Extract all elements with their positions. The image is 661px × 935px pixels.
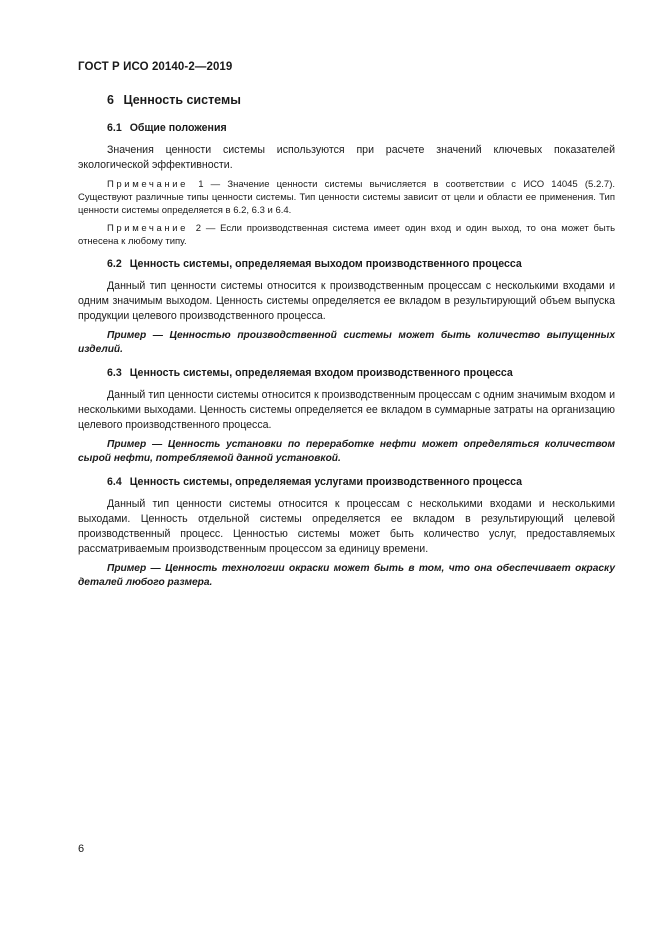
subsection-title-text: Ценность системы, определяемая услугами производственного процесса bbox=[129, 476, 523, 488]
subsection-title-6-4 bbox=[107, 475, 615, 489]
note-text: — Значение ценности системы вычисляется в соответствии с ИСО 14045 (5.2.7). Существуют различные типы ценности системы. Тип ценности системы зависит от цели и области ее применения. Тип ценности системы определяется в 6.2, 6.3 и 6.4. bbox=[78, 179, 615, 216]
page-number: 6 bbox=[78, 843, 85, 855]
section-number: 6 bbox=[107, 93, 114, 107]
paragraph-6-1: Значения ценности системы используются при расчете значений ключевых показателей экологической эффективности. bbox=[78, 144, 615, 171]
subsection-title-6-1 bbox=[107, 121, 615, 135]
document-body bbox=[78, 92, 615, 590]
paragraph-6-2: Данный тип ценности системы относится к производственным процессам с несколькими входами и одним значимым выходом. Ценность системы определяется ее вкладом в результирующий объем выпуска продукции целевого производственного процесса. bbox=[78, 280, 615, 322]
note-text: — Если производственная система имеет один вход и один выход, то она может быть отнесена к любому типу. bbox=[78, 223, 616, 247]
note-label: Примечание bbox=[107, 179, 188, 190]
subsection-title-text: Ценность системы, определяемая выходом производственного процесса bbox=[129, 258, 522, 270]
note-2 bbox=[78, 222, 615, 248]
subsection-title-6-2 bbox=[107, 257, 615, 271]
example-6-3: Пример — Ценность установки по переработке нефти может определяться количеством сырой нефти, потребляемой данной установкой. bbox=[78, 439, 615, 464]
section-title bbox=[107, 92, 615, 108]
section-title-text: Ценность системы bbox=[123, 93, 241, 107]
subsection-number: 6.1 bbox=[107, 122, 122, 134]
note-1 bbox=[78, 178, 615, 217]
note-number: 1 bbox=[198, 179, 204, 190]
subsection-title-text: Ценность системы, определяемая входом производственного процесса bbox=[129, 367, 513, 379]
document-code-header: ГОСТ Р ИСО 20140-2—2019 bbox=[78, 61, 233, 73]
subsection-number: 6.4 bbox=[107, 476, 122, 488]
example-6-4: Пример — Ценность технологии окраски может быть в том, что она обеспечивает окраску деталей любого размера. bbox=[78, 563, 615, 588]
note-number: 2 bbox=[195, 223, 202, 234]
paragraph-6-4: Данный тип ценности системы относится к процессам с несколькими входами и несколькими выходами. Ценность отдельной системы определяется ее вкладом в результирующий целевой производственный процесс. Ценностью системы может быть количество услуг, предоставляемых рассматриваемым производственным процессом за единицу времени. bbox=[78, 498, 615, 555]
subsection-title-text: Общие положения bbox=[129, 122, 227, 134]
paragraph-6-3: Данный тип ценности системы относится к производственным процессам с одним значимым входом и несколькими выходами. Ценность системы определяется ее вкладом в суммарные затраты на организацию целевого производственного процесса. bbox=[78, 389, 615, 431]
subsection-number: 6.2 bbox=[107, 258, 122, 270]
subsection-title-6-3 bbox=[107, 366, 615, 380]
example-6-2: Пример — Ценностью производственной системы может быть количество выпущенных изделий. bbox=[78, 330, 615, 355]
note-label: Примечание bbox=[107, 223, 188, 234]
subsection-number: 6.3 bbox=[107, 367, 122, 379]
